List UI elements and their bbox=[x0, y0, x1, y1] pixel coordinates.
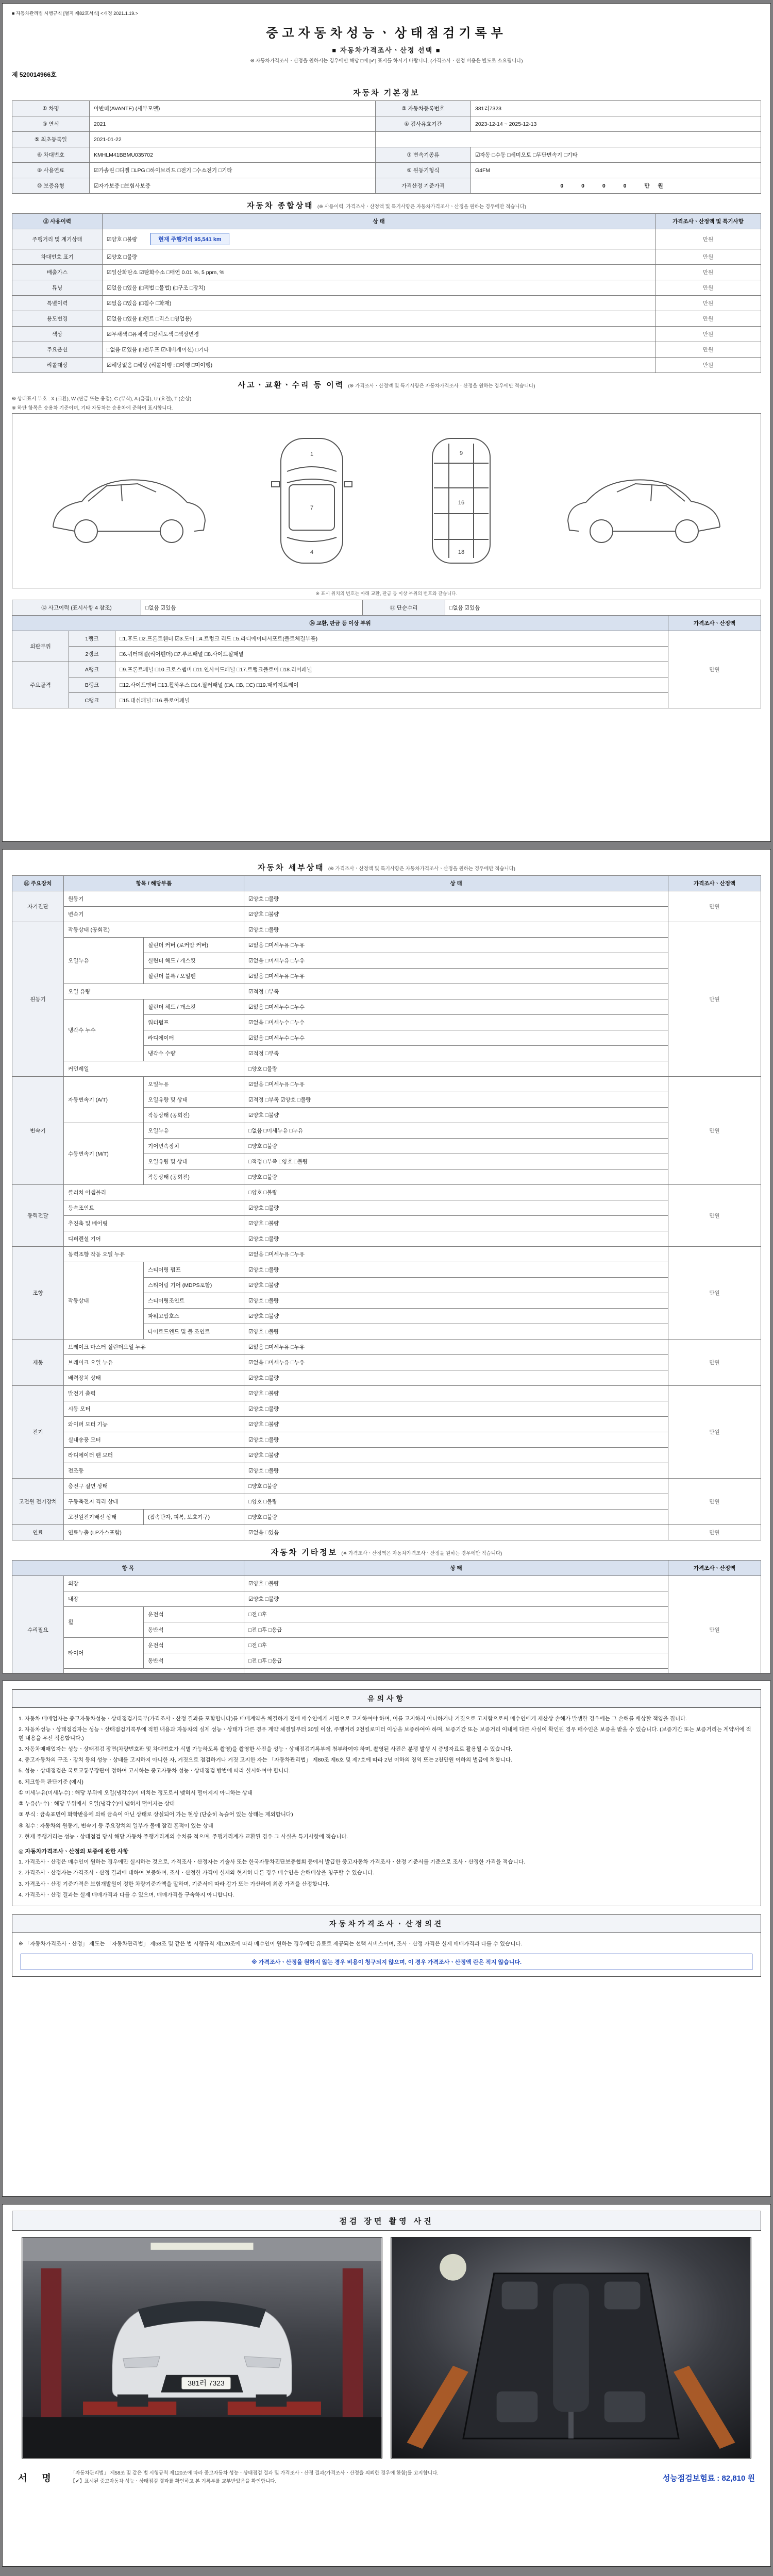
item-label: 발전기 출력 bbox=[64, 1386, 244, 1401]
label-cell: ⑬ 단순수리 bbox=[363, 600, 445, 616]
label-cell: B랭크 bbox=[69, 677, 115, 693]
label-cell: 주요골격 bbox=[12, 662, 69, 708]
label-cell: 가격조사ㆍ산정액 및 특기사항 bbox=[656, 214, 761, 229]
text-line: 7. 현재 주행거리는 성능ㆍ상태점검 당시 해당 자동차 주행거리계의 수치를 적으며, 주행거리계가 교환된 경우 그 사실을 특기사항에 적습니다. bbox=[19, 1833, 348, 1840]
label-cell: 가격산정 기준가격 bbox=[376, 178, 471, 194]
part-label: 워터펌프 bbox=[144, 1015, 244, 1030]
inspection-photo-underbody bbox=[391, 2237, 751, 2459]
state-checks: □없음 □미세누유 □누유 bbox=[244, 1123, 668, 1139]
value-cell: 2021-01-22 bbox=[90, 132, 376, 147]
state-checks: ☑없음 □미세누수 □누수 bbox=[244, 1030, 668, 1046]
appraisal-opinion-box bbox=[12, 1914, 761, 1976]
text-line: 「자동차관리법」 제58조 및 같은 법 시행규칙 제120조에 따라 중고자동차 성능ㆍ상태점검 결과 및 가격조사ㆍ산정 결과(가격조사ㆍ산정을 의뢰한 경우에 한함)를 고지합니다. bbox=[70, 2470, 439, 2476]
item-label: 자동변속기 (A/T) bbox=[64, 1077, 144, 1123]
label-cell: ⑩ 보증유형 bbox=[12, 178, 90, 194]
label-cell: 외판부위 bbox=[12, 631, 69, 662]
label-cell: 상 태 bbox=[244, 1561, 668, 1576]
item-label: 냉각수 누수 bbox=[64, 999, 144, 1061]
state-checks: ☑적정 □부족 ☑양호 □불량 bbox=[244, 1092, 668, 1108]
passenger-car-legend: ※ 하단 항목은 승용차 기준이며, 기타 자동차는 승용차에 준하여 표시합니다. bbox=[12, 405, 173, 411]
state-checks: ☑양호 □불량 bbox=[244, 1108, 668, 1123]
part-label: 오일유량 및 상태 bbox=[144, 1154, 244, 1170]
value-cell: □없음 ☑있음 bbox=[445, 600, 761, 616]
car-side-left-diagram bbox=[44, 436, 214, 565]
value-cell: □없음 ☑있음 bbox=[141, 600, 363, 616]
warranty-sub-list bbox=[19, 1858, 754, 1899]
state-checks: ☑양호 □불량 bbox=[244, 1200, 668, 1216]
appraisal-opinion-title: 자동차가격조사ㆍ산정의견 bbox=[12, 1915, 761, 1933]
device-group-label: 수리필요 bbox=[12, 1576, 64, 1674]
item-label: 브레이크 오일 누유 bbox=[64, 1355, 244, 1370]
device-group-label: 조향 bbox=[12, 1247, 64, 1340]
device-group-label: 연료 bbox=[12, 1525, 64, 1540]
state-checks: ☑없음 □미세누유 □누유 bbox=[244, 953, 668, 969]
car-damage-diagrams bbox=[12, 413, 761, 588]
inspection-record-document bbox=[0, 3, 773, 2567]
item-label: 연료누출 (LP가스포함) bbox=[64, 1525, 244, 1540]
label-cell: ⑨ 원동기형식 bbox=[376, 163, 471, 178]
part-label: 작동상태 (공회전) bbox=[144, 1170, 244, 1185]
item-label: 수동변속기 (M/T) bbox=[64, 1123, 144, 1185]
label-cell: ① 차명 bbox=[12, 101, 90, 116]
price-cell: 만원 bbox=[668, 1247, 761, 1340]
part-label: 오일누유 bbox=[144, 1123, 244, 1139]
text-line: 2. 가격조사ㆍ산정자는 가격조사ㆍ산정 결과에 대하여 보증하며, 조사ㆍ산정한 가격이 실제와 현저히 다른 경우 매수인은 손해배상을 청구할 수 있습니다. bbox=[19, 1870, 375, 1876]
value-cell: 만원 bbox=[656, 296, 761, 311]
value-cell: □15.대쉬패널 □16.플로어패널 bbox=[115, 693, 668, 708]
value-cell: KMHLM41BBMU035702 bbox=[90, 147, 376, 163]
part-label: 냉각수 수량 bbox=[144, 1046, 244, 1061]
value-cell: 만원 bbox=[656, 249, 761, 265]
state-checks: ☑양호 □불량 bbox=[244, 1216, 668, 1231]
signature-footer bbox=[12, 2469, 761, 2487]
current-mileage-badge: 현재 주행거리 95,541 km bbox=[150, 233, 229, 245]
appraisal-opinion-lines bbox=[19, 1940, 754, 1948]
overall-condition-table bbox=[12, 213, 761, 373]
accident-section-note: (※ 가격조사ㆍ산정액 및 특기사항은 자동차가격조사ㆍ산정을 원하는 경우에만 적습니다) bbox=[348, 383, 535, 389]
item-label: 브레이크 마스터 실린더오일 누유 bbox=[64, 1340, 244, 1355]
label-cell: ⑪ 사용이력 bbox=[12, 214, 103, 229]
state-checks: □양호 □불량 bbox=[244, 1494, 668, 1510]
panel-number-trunk: 4 bbox=[310, 549, 314, 555]
text-line: ① 미세누유(미세누수) : 해당 부위에 오일(냉각수)이 비치는 정도로서 맺혀서 떨어지지 아니하는 상태 bbox=[19, 1789, 253, 1796]
item-label: 휠 bbox=[64, 1607, 144, 1638]
value-cell: ☑없음 □있음 (□침수 □화재) bbox=[103, 296, 656, 311]
item-label: 배력장치 상태 bbox=[64, 1370, 244, 1386]
text-line: 4. 중고자동차의 구조ㆍ장치 등의 성능ㆍ상태를 고지하지 아니한 자, 거짓으로 점검하거나 거짓 고지한 자는 「자동차관리법」 제80조 제6호 및 제7호에 따라 2년 이하의 징역 또는 2천만원 이하의 벌금에 처합니다. bbox=[19, 1757, 512, 1764]
text-line: 【✔】표시된 중고자동차 성능ㆍ상태점검 결과를 확인하고 본 기록부를 교부받았음을 확인합니다. bbox=[70, 2479, 277, 2485]
label-cell: 2랭크 bbox=[69, 647, 115, 662]
value-cell: ☑없음 □있음 (□렌트 □리스 □영업용) bbox=[103, 311, 656, 327]
price-cell: 만원 bbox=[668, 1479, 761, 1525]
notices-box bbox=[12, 1689, 761, 1906]
value-cell: 만원 bbox=[656, 358, 761, 373]
item-label: 디퍼렌셜 기어 bbox=[64, 1231, 244, 1247]
label-cell: ⑦ 변속기종류 bbox=[376, 147, 471, 163]
overall-section-note: (※ 사용이력, 가격조사ㆍ산정액 및 특기사항은 자동차가격조사ㆍ산정을 원하는 경우에만 적습니다) bbox=[317, 204, 526, 210]
label-cell: ② 자동차등록번호 bbox=[376, 101, 471, 116]
item-label: 변속기 bbox=[64, 907, 244, 922]
device-group-label: 자기진단 bbox=[12, 891, 64, 922]
value-cell: 아반떼(AVANTE) (세부모델) bbox=[90, 101, 376, 116]
state-checks: ☑양호 □불량 bbox=[244, 1278, 668, 1293]
state-checks: □전 □후 □응급 bbox=[244, 1622, 668, 1638]
value-cell: ☑양호 □불량 현재 주행거리 95,541 km bbox=[103, 229, 656, 249]
frame-number-floor: 16 bbox=[458, 500, 465, 506]
text-line: 6. 체크항목 판단기준 (예시) bbox=[19, 1778, 83, 1785]
part-label: 운전석 bbox=[144, 1607, 244, 1622]
state-checks: ☑없음 □미세누유 □누유 bbox=[244, 1077, 668, 1092]
text-line: 5. 성능ㆍ상태점검은 국토교통부장관이 정하여 고시하는 중고자동차 성능ㆍ상태점검 방법에 따라 실시하여야 합니다. bbox=[19, 1768, 291, 1774]
value-cell: 381러7323 bbox=[471, 101, 761, 116]
price-cell: 만원 bbox=[668, 1525, 761, 1540]
part-label: (접속단자, 피복, 보호기구) bbox=[144, 1510, 244, 1525]
part-label: 실린더 블록 / 오일팬 bbox=[144, 969, 244, 984]
state-checks: ☑없음 □미세누유 □누유 bbox=[244, 1355, 668, 1370]
state-checks: ☑없음 □미세누수 □누수 bbox=[244, 999, 668, 1015]
state-checks: ☑적정 □부족 bbox=[244, 1046, 668, 1061]
part-label: 스티어링조인트 bbox=[144, 1293, 244, 1309]
value-cell: ☑양호 □불량 bbox=[103, 249, 656, 265]
form-reference-note: ■ 자동차관리법 시행규칙 [별지 제82호서식] <개정 2021.1.19.> bbox=[12, 11, 138, 16]
item-label: 실내송풍 모터 bbox=[64, 1432, 244, 1448]
accident-history-table bbox=[12, 600, 761, 616]
label-cell: ⑯ 주요장치 bbox=[12, 876, 64, 891]
car-top-view-diagram bbox=[260, 431, 363, 570]
state-checks bbox=[244, 1669, 668, 1674]
value-cell bbox=[376, 132, 761, 147]
state-checks: □적정 □부족 □양호 □불량 bbox=[244, 1154, 668, 1170]
item-label: 와이퍼 모터 기능 bbox=[64, 1417, 244, 1432]
part-label: 동반석 bbox=[144, 1622, 244, 1638]
item-label: 시동 모터 bbox=[64, 1401, 244, 1417]
car-frame-diagram bbox=[410, 431, 513, 570]
state-checks: □양호 □불량 bbox=[244, 1510, 668, 1525]
document-title: 중고자동차성능ㆍ상태점검기록부 bbox=[266, 26, 507, 40]
item-label: 외장 bbox=[64, 1576, 244, 1591]
text-line: ③ 부식 : 금속표면이 화학반응에 의해 금속이 아닌 상태로 상실되어 가는 현상 (단순히 녹슬어 있는 상태는 제외합니다) bbox=[19, 1811, 293, 1818]
device-group-label: 변속기 bbox=[12, 1077, 64, 1185]
state-checks: □양호 □불량 bbox=[244, 1139, 668, 1154]
item-label: 타이어 bbox=[64, 1638, 144, 1669]
price-appraisal-subtitle: ■ 자동차가격조사ㆍ산정 선택 ■ bbox=[332, 46, 441, 54]
signature-label: 서 명 bbox=[18, 2473, 57, 2484]
overall-section-title bbox=[12, 194, 761, 213]
price-cell: 만원 bbox=[668, 1185, 761, 1247]
warranty-sub-title: ◎ 자동차가격조사ㆍ산정의 보증에 관한 사항 bbox=[19, 1849, 129, 1855]
value-cell: □9.프론트패널 □10.크로스멤버 □11.인사이드패널 □17.트렁크플로어 □18.리어패널 bbox=[115, 662, 668, 677]
state-checks: ☑양호 □불량 bbox=[244, 1417, 668, 1432]
value-cell: 만원 bbox=[656, 229, 761, 249]
part-label: 스티어링 기어 (MDPS포함) bbox=[144, 1278, 244, 1293]
part-label: 오일유량 및 상태 bbox=[144, 1092, 244, 1108]
item-label: 내장 bbox=[64, 1591, 244, 1607]
label-cell: ⑤ 최초등록일 bbox=[12, 132, 90, 147]
state-checks: ☑양호 □불량 bbox=[244, 1231, 668, 1247]
value-cell: □12.사이드멤버 □13.휠하우스 □14.필러패널 (□A, □B, □C) □19.패키지트레이 bbox=[115, 677, 668, 693]
price-cell: 만원 bbox=[668, 1340, 761, 1386]
state-checks: □양호 □불량 bbox=[244, 1170, 668, 1185]
device-group-label: 동력전달 bbox=[12, 1185, 64, 1247]
label-cell: ⑭ 교환, 판금 등 이상 부위 bbox=[12, 616, 668, 631]
text-line: ④ 침수 : 자동차의 원동기, 변속기 등 주요장치의 일부가 물에 잠긴 흔적이 있는 상태 bbox=[19, 1822, 213, 1829]
value-cell: □6.쿼터패널(리어휀더) □7.루프패널 □8.사이드실패널 bbox=[115, 647, 668, 662]
label-cell: 차대번호 표기 bbox=[12, 249, 103, 265]
state-checks: □전 □후 bbox=[244, 1638, 668, 1653]
frame-number-front: 9 bbox=[459, 450, 463, 456]
item-label: 클러치 어셈블리 bbox=[64, 1185, 244, 1200]
frame-number-rear: 18 bbox=[458, 549, 465, 555]
value-cell: G4FM bbox=[471, 163, 761, 178]
item-label: 고전원전기배선 상태 bbox=[64, 1510, 144, 1525]
value-cell: 만원 bbox=[656, 280, 761, 296]
state-checks: ☑없음 □미세누유 □누유 bbox=[244, 1340, 668, 1355]
page-3 bbox=[2, 1681, 771, 2197]
label-cell: ③ 연식 bbox=[12, 116, 90, 132]
part-label: 스티어링 펌프 bbox=[144, 1262, 244, 1278]
detail-title-text: 자동차 세부상태 bbox=[258, 863, 325, 872]
label-cell: 1랭크 bbox=[69, 631, 115, 647]
exchange-repair-table bbox=[12, 615, 761, 708]
label-cell: 항목 / 해당부품 bbox=[64, 876, 244, 891]
page-4 bbox=[2, 2204, 771, 2567]
text-line: 3. 가격조사ㆍ산정 기준가격은 보험개발원이 정한 차량기준가액을 말하며, 기준서에 따라 감가 또는 가산하여 최종 가격을 산정합니다. bbox=[19, 1880, 330, 1887]
appraisal-opinion-highlight: ※ 가격조사ㆍ산정을 원하지 않는 경우 비용이 청구되지 않으며, 이 경우 가격조사ㆍ산정액 란은 적지 않습니다. bbox=[21, 1954, 752, 1970]
state-checks: ☑양호 □불량 bbox=[244, 1309, 668, 1324]
price-cell: 만원 bbox=[668, 1386, 761, 1479]
value-cell: 2021 bbox=[90, 116, 376, 132]
detail-section-title bbox=[12, 856, 761, 875]
photos-section-title: 점검 장면 촬영 사진 bbox=[12, 2211, 761, 2231]
value-cell: ☑일산화탄소 ☑탄화수소 □매연 0.01 %, 5 ppm, % bbox=[103, 265, 656, 280]
part-label: 실린더 커버 (로커암 커버) bbox=[144, 938, 244, 953]
label-cell: 가격조사ㆍ산정액 bbox=[668, 616, 761, 631]
part-label: 실린더 헤드 / 개스킷 bbox=[144, 999, 244, 1015]
price-cell: 만원 bbox=[668, 1077, 761, 1185]
label-cell: A랭크 bbox=[69, 662, 115, 677]
item-label: 구동축전지 격리 상태 bbox=[64, 1494, 244, 1510]
label-cell: 주요옵션 bbox=[12, 342, 103, 358]
state-checks: ☑없음 □미세누유 □누유 bbox=[244, 938, 668, 953]
item-label: 라디에이터 팬 모터 bbox=[64, 1448, 244, 1463]
text-line: 2. 자동차성능ㆍ상태점검자는 성능ㆍ상태점검기록부에 적힌 내용과 자동차의 실제 성능ㆍ상태가 다른 경우 계약 체결일부터 30일 이상, 주행거리 2천킬로미터 이상을 보증하여야 하며, 보증기간 또는 보증거리 이내에 다른 사실이 확인된 경우 매수인은 보증을 받을 수 있습니다. (보증기간 또는 보증거리는 계약서에 적힌 내용을 우선 적용합니다.) bbox=[19, 1726, 751, 1741]
state-checks: ☑양호 □불량 bbox=[244, 1324, 668, 1340]
state-checks: ☑양호 □불량 bbox=[244, 907, 668, 922]
state-checks: ☑양호 □불량 bbox=[244, 1370, 668, 1386]
label-cell: 가격조사ㆍ산정액 bbox=[668, 1561, 761, 1576]
label-cell: ⑫ 사고이력 (표시사항 4 참조) bbox=[12, 600, 141, 616]
text-line: 1. 가격조사ㆍ산정은 매수인이 원하는 경우에만 실시하는 것으로, 가격조사ㆍ산정자는 기술사 또는 한국자동차진단보증협회 등에서 발급한 중고자동차 가격조사ㆍ산정 기준서를 기준으로 조사ㆍ산정한 가격을 적습니다. bbox=[19, 1859, 525, 1866]
accident-title-text: 사고ㆍ교환ㆍ수리 등 이력 bbox=[238, 381, 345, 389]
price-cell: 만원 bbox=[668, 891, 761, 922]
panel-number-hood: 1 bbox=[310, 451, 314, 457]
basic-info-table bbox=[12, 100, 761, 194]
label-cell: ⑧ 사용연료 bbox=[12, 163, 90, 178]
value-cell: ☑가솔린 □디젤 □LPG □하이브리드 □전기 □수소전기 □기타 bbox=[90, 163, 376, 178]
state-checks: ☑양호 □불량 bbox=[244, 922, 668, 938]
value-cell: ☑없음 □있음 (□적법 □불법) (□구조 □장치) bbox=[103, 280, 656, 296]
item-label: 전조등 bbox=[64, 1463, 244, 1479]
notice-list bbox=[19, 1715, 754, 1841]
state-checks: ☑없음 □있음 bbox=[244, 1525, 668, 1540]
state-checks: ☑없음 □미세누유 □누유 bbox=[244, 1247, 668, 1262]
label-cell: 특별이력 bbox=[12, 296, 103, 311]
label-cell: 색상 bbox=[12, 327, 103, 342]
part-label: 오일누유 bbox=[144, 1077, 244, 1092]
label-cell: 상 태 bbox=[244, 876, 668, 891]
device-group-label: 고전원 전기장치 bbox=[12, 1479, 64, 1525]
device-group-label: 제동 bbox=[12, 1340, 64, 1386]
state-checks: ☑양호 □불량 bbox=[244, 1293, 668, 1309]
item-label: 작동상태 (공회전) bbox=[64, 922, 244, 938]
state-code-legend: ※ 상태표시 부호 : X (교환), W (판금 또는 용접), C (부식), A (흠집), U (요철), T (손상) bbox=[12, 396, 192, 402]
panel-number-roof: 7 bbox=[310, 505, 314, 511]
device-group-label: 원동기 bbox=[12, 922, 64, 1077]
document-number: 제 520014966호 bbox=[12, 71, 57, 78]
label-cell: ⑥ 차대번호 bbox=[12, 147, 90, 163]
label-cell: ④ 검사유효기간 bbox=[376, 116, 471, 132]
value-cell: 만원 bbox=[656, 327, 761, 342]
item-label: 충전구 절연 상태 bbox=[64, 1479, 244, 1494]
state-checks: ☑양호 □불량 bbox=[244, 1401, 668, 1417]
state-checks: ☑양호 □불량 bbox=[244, 1432, 668, 1448]
label-cell: 항 목 bbox=[12, 1561, 244, 1576]
price-cell: 만원 bbox=[668, 1576, 761, 1674]
item-label: 오일누유 bbox=[64, 938, 144, 984]
etc-section-title bbox=[12, 1540, 761, 1560]
value-cell: 만원 bbox=[656, 265, 761, 280]
value-cell: ☑해당없음 □해당 (리콜이행 : □이행 □미이행) bbox=[103, 358, 656, 373]
item-label: 원동기 bbox=[64, 891, 244, 907]
value-cell: 만원 bbox=[656, 311, 761, 327]
part-label: 운전석 bbox=[144, 1638, 244, 1653]
state-checks: ☑양호 □불량 bbox=[244, 1386, 668, 1401]
state-checks: ☑양호 □불량 bbox=[244, 1591, 668, 1607]
license-plate-text: 381러 7323 bbox=[188, 2379, 225, 2387]
accident-section-title bbox=[12, 373, 761, 393]
label-cell: 배출가스 bbox=[12, 265, 103, 280]
legal-notice-lines bbox=[71, 2469, 649, 2487]
value-cell: ☑무채색 □유채색 □전체도색 □색상변경 bbox=[103, 327, 656, 342]
device-group-label: 전기 bbox=[12, 1386, 64, 1479]
part-label: 타이로드엔드 및 볼 조인트 bbox=[144, 1324, 244, 1340]
basic-info-title-text: 자동차 기본정보 bbox=[353, 89, 420, 97]
value-cell: 2023-12-14 ~ 2025-12-13 bbox=[471, 116, 761, 132]
state-checks: ☑없음 □미세누유 □누유 bbox=[244, 969, 668, 984]
state-checks: □양호 □불량 bbox=[244, 1061, 668, 1077]
diagram-caption: ※ 표시 위치의 번호는 아래 교환, 판금 등 이상 부위의 번호와 같습니다. bbox=[315, 591, 458, 596]
page-2 bbox=[2, 849, 771, 1673]
car-side-right-diagram bbox=[559, 436, 729, 565]
item-label: 작동상태 bbox=[64, 1262, 144, 1340]
label-cell: C랭크 bbox=[69, 693, 115, 708]
item-label: 커먼레일 bbox=[64, 1061, 244, 1077]
text-line: 3. 자동차매매업자는 성능ㆍ상태점검 장면(차량번호판 및 차대번호가 식별 가능하도록 촬영)을 촬영한 사진을 성능ㆍ상태점검기록부에 첨부하여야 하며, 촬영된 사진은 분쟁 발생 시 증빙자료로 활용될 수 있습니다. bbox=[19, 1745, 513, 1752]
price-appraisal-subnote: ※ 자동차가격조사ㆍ산정을 원하시는 경우에만 해당 □에 [✔] 표시를 하시기 바랍니다. (가격조사ㆍ산정 비용은 별도로 소요됩니다) bbox=[250, 58, 523, 64]
part-label: 기어변속장치 bbox=[144, 1139, 244, 1154]
detail-condition-table bbox=[12, 875, 761, 1540]
text-line: ※ 「자동차가격조사ㆍ산정」 제도는 「자동차관리법」 제58조 및 같은 법 시행규칙 제120조에 따라 매수인이 원하는 경우에만 유료로 제공되는 선택 서비스이며, 조사ㆍ산정 가격은 실제 매매가격과 다를 수 있습니다. bbox=[19, 1941, 523, 1947]
label-cell: 리콜대상 bbox=[12, 358, 103, 373]
state-checks: ☑양호 □불량 bbox=[244, 1262, 668, 1278]
value-cell: 0 0 0 0 만원 bbox=[471, 178, 761, 194]
state-checks: □전 □후 bbox=[244, 1607, 668, 1622]
label-cell: 가격조사ㆍ산정액 bbox=[668, 876, 761, 891]
page-1 bbox=[2, 3, 771, 842]
text-line: 4. 가격조사ㆍ산정 결과는 실제 매매가격과 다를 수 있으며, 매매가격을 구속하지 아니합니다. bbox=[19, 1891, 235, 1898]
notices-title: 유의사항 bbox=[12, 1690, 761, 1708]
value-cell: ☑자가보증 □보험사보증 bbox=[90, 178, 376, 194]
detail-section-note: (※ 가격조사ㆍ산정액 및 특기사항은 자동차가격조사ㆍ산정을 원하는 경우에만 적습니다) bbox=[328, 866, 515, 872]
state-checks: ☑양호 □불량 bbox=[244, 1463, 668, 1479]
state-checks: ☑양호 □불량 bbox=[244, 1448, 668, 1463]
item-label: 오일 유량 bbox=[64, 984, 244, 999]
text-line: 1. 자동차 매매업자는 중고자동차성능ㆍ상태점검기록부(가격조사ㆍ산정 결과를 포함합니다)를 매매계약을 체결하기 전에 매수인에게 서면으로 고지하여야 하며, 이를 고지하지 아니하거나 거짓으로 고지함으로써 매수인에게 재산상 손해가 발생한 경우에는 그 손해를 배상할 책임을 집니다. bbox=[19, 1716, 687, 1722]
item-label: 등속조인트 bbox=[64, 1200, 244, 1216]
label-cell: 상 태 bbox=[103, 214, 656, 229]
appraisal-opinion-body bbox=[12, 1933, 761, 1976]
value-cell: □없음 ☑있음 (□썬루프 ☑네비게이션) □기타 bbox=[103, 342, 656, 358]
part-label: 파워고압호스 bbox=[144, 1309, 244, 1324]
item-label: 동력조향 작동 오일 누유 bbox=[64, 1247, 244, 1262]
part-label: 라디에이터 bbox=[144, 1030, 244, 1046]
state-checks: ☑없음 □미세누수 □누수 bbox=[244, 1015, 668, 1030]
basic-info-section-title bbox=[12, 81, 761, 100]
item-label bbox=[64, 1669, 244, 1674]
state-checks: ☑적정 □부족 bbox=[244, 984, 668, 999]
etc-section-note: (※ 가격조사ㆍ산정액은 자동차가격조사ㆍ산정을 원하는 경우에만 적습니다) bbox=[341, 1551, 502, 1556]
inspection-photo-front bbox=[22, 2237, 382, 2459]
state-checks: □양호 □불량 bbox=[244, 1479, 668, 1494]
label-cell: 주행거리 및 계기상태 bbox=[12, 229, 103, 249]
part-label: 작동상태 (공회전) bbox=[144, 1108, 244, 1123]
part-label: 동반석 bbox=[144, 1653, 244, 1669]
text-line: ② 누유(누수) : 해당 부위에서 오일(냉각수)이 맺혀서 떨어지는 상태 bbox=[19, 1801, 175, 1807]
label-cell: 튜닝 bbox=[12, 280, 103, 296]
state-checks: ☑양호 □불량 bbox=[244, 891, 668, 907]
part-label: 실린더 헤드 / 개스킷 bbox=[144, 953, 244, 969]
value-cell: ☑자동 □수동 □세미오토 □무단변속기 □기타 bbox=[471, 147, 761, 163]
etc-info-table bbox=[12, 1560, 761, 1673]
notices-body bbox=[12, 1708, 761, 1906]
inspection-insurance-fee bbox=[663, 2472, 755, 2483]
insurance-fee-label: 성능점검보험료 : bbox=[662, 2473, 720, 2483]
item-label: 추진축 및 베어링 bbox=[64, 1216, 244, 1231]
price-cell: 만원 bbox=[668, 922, 761, 1077]
etc-title-text: 자동차 기타정보 bbox=[271, 1548, 338, 1557]
value-cell: □1.후드 □2.프론트휀더 ☑3.도어 □4.트렁크 리드 □5.라디에이터서포트(볼트체결부품) bbox=[115, 631, 668, 647]
inspection-photos bbox=[12, 2237, 761, 2459]
value-cell: 만원 bbox=[656, 342, 761, 358]
state-checks: ☑양호 □불량 bbox=[244, 1576, 668, 1591]
label-cell: 용도변경 bbox=[12, 311, 103, 327]
overall-title-text: 자동차 종합상태 bbox=[247, 201, 314, 210]
insurance-fee-value: 82,810 원 bbox=[721, 2473, 755, 2483]
value-cell: 만원 bbox=[668, 631, 761, 708]
state-checks: □전 □후 □응급 bbox=[244, 1653, 668, 1669]
state-checks: □양호 □불량 bbox=[244, 1185, 668, 1200]
